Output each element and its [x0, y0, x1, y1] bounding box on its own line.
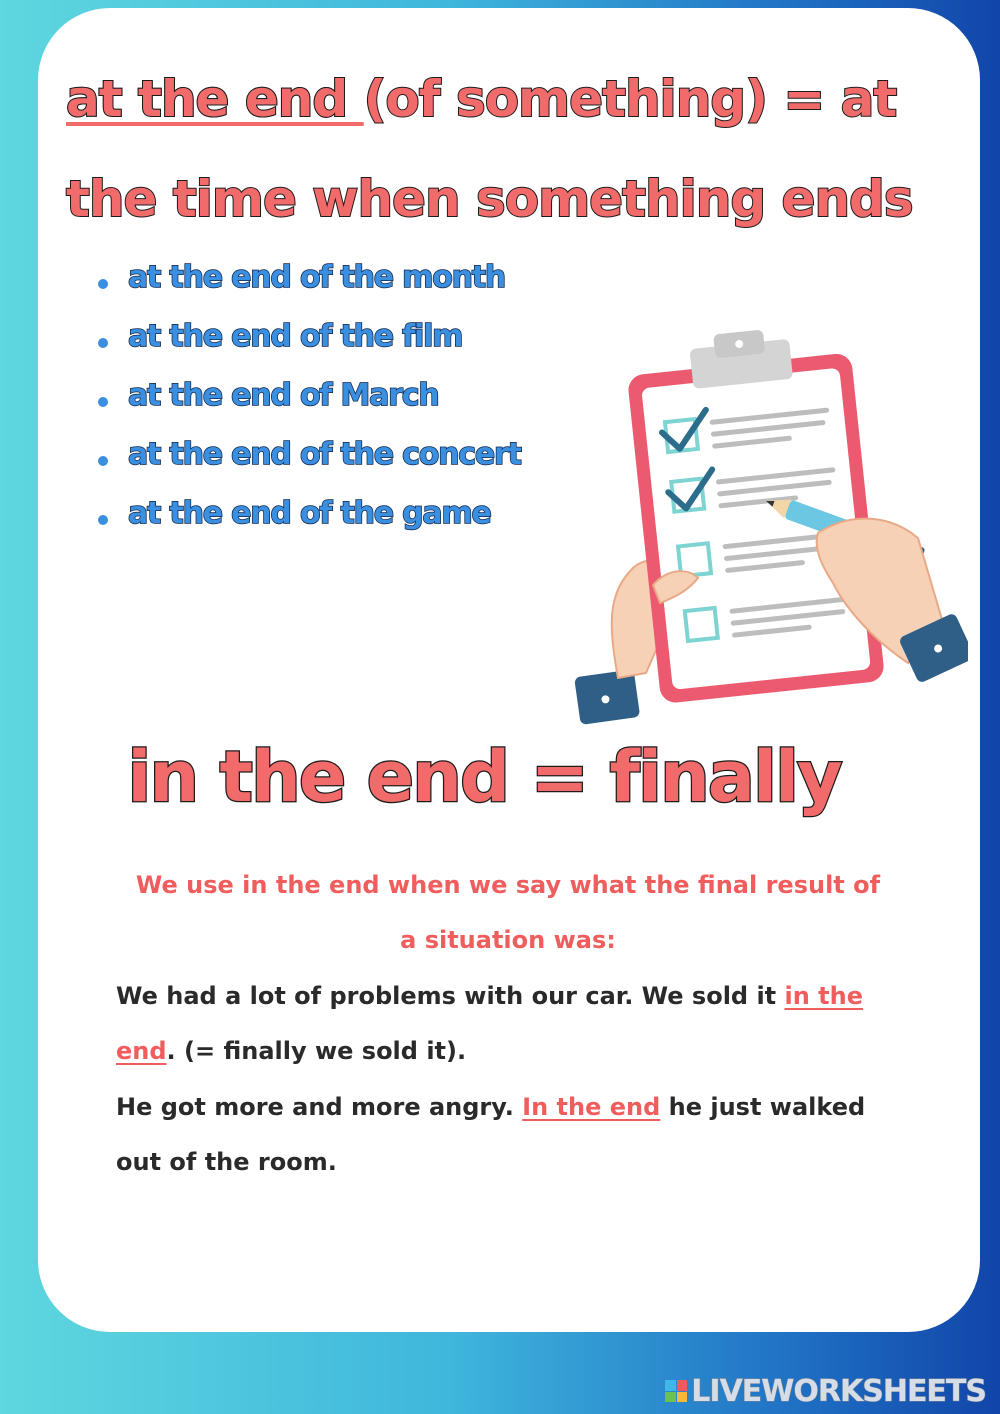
- heading-underlined-phrase: at the end: [66, 70, 364, 128]
- liveworksheets-logo: [665, 1374, 986, 1408]
- examples-list: [88, 260, 521, 555]
- list-item-text: at the end of the month: [128, 260, 506, 295]
- heading-line-1: [66, 70, 896, 128]
- example-sentence-2: [116, 1080, 916, 1190]
- bullet-icon: [98, 456, 108, 466]
- heading-rest: (of something) = at: [363, 70, 897, 128]
- liveworksheets-icon: [665, 1380, 687, 1402]
- list-item-text: at the end of the game: [128, 496, 491, 531]
- list-item-text: at the end of the film: [128, 319, 463, 354]
- worksheet-card: [38, 8, 980, 1332]
- example1-highlight: in the end: [116, 982, 864, 1065]
- list-item: [88, 319, 521, 378]
- list-item: [88, 496, 521, 555]
- example2-after: he just walked out of the room.: [116, 1093, 866, 1176]
- list-item: [88, 260, 521, 319]
- explanation-text: We use in the end when we say what the final result of a situation was:: [135, 871, 881, 954]
- bullet-icon: [98, 338, 108, 348]
- list-item: [88, 378, 521, 437]
- subheading: in the end = finally: [127, 736, 841, 818]
- list-item: [88, 437, 521, 496]
- list-item-text: at the end of the concert: [128, 437, 521, 472]
- example1-before: We had a lot of problems with our car. We sold it: [116, 982, 785, 1010]
- list-item-text: at the end of March: [128, 378, 439, 413]
- bullet-icon: [98, 397, 108, 407]
- clipboard-checklist-icon: [548, 323, 968, 743]
- example1-after: . (= finally we sold it).: [166, 1037, 467, 1065]
- bullet-icon: [98, 279, 108, 289]
- heading-line-2: the time when something ends: [66, 170, 913, 228]
- brand-name: LIVEWORKSHEETS: [691, 1373, 986, 1409]
- bullet-icon: [98, 515, 108, 525]
- example2-before: He got more and more angry.: [116, 1093, 523, 1121]
- example2-highlight: In the end: [522, 1093, 661, 1121]
- example-sentence-1: [116, 969, 916, 1079]
